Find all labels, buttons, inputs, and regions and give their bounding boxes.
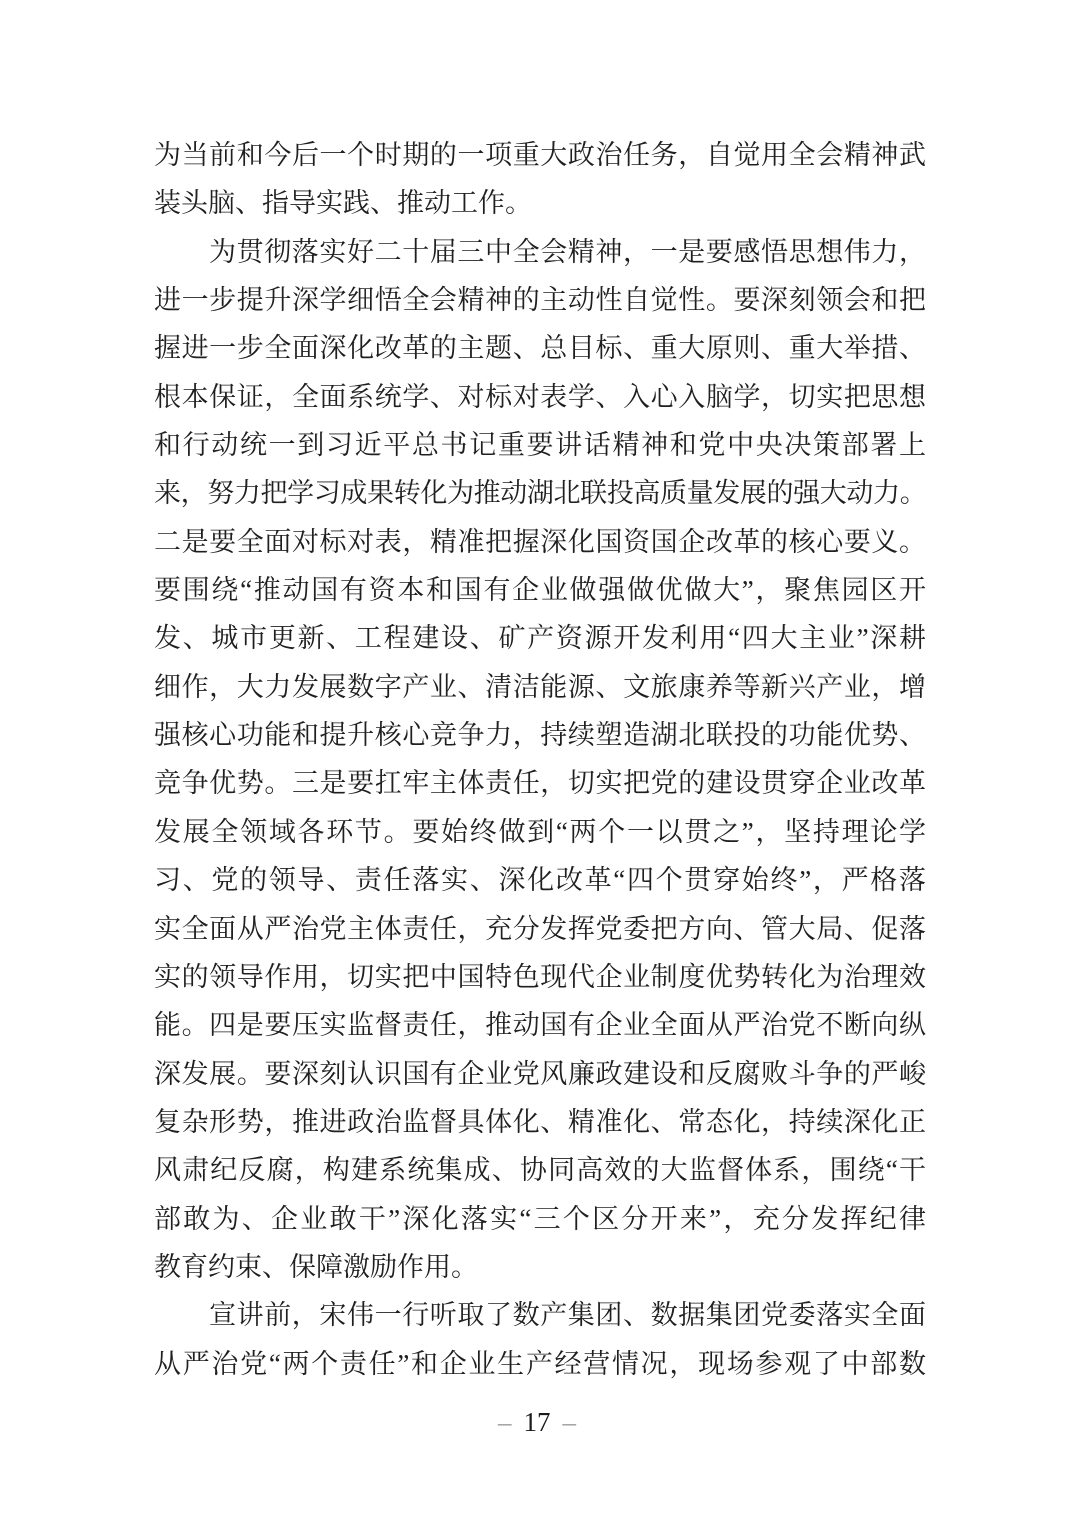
text-line: 能。四是要压实监督责任，推动国有企业全面从严治党不断向纵 — [154, 1010, 926, 1041]
page-number-dash-left: – — [498, 1407, 512, 1437]
text-line: 从严治党“两个责任”和企业生产经营情况，现场参观了中部数 — [154, 1348, 926, 1379]
text-line: 要围绕“推动国有资本和国有企业做强做优做大”，聚焦园区开 — [154, 575, 926, 606]
text-line: 竞争优势。三是要扛牢主体责任，切实把党的建设贯穿企业改革 — [154, 768, 926, 799]
text-line: 为贯彻落实好二十届三中全会精神，一是要感悟思想伟力， — [209, 236, 926, 267]
text-line: 根本保证，全面系统学、对标对表学、入心入脑学，切实把思想 — [154, 381, 926, 412]
text-line: 深发展。要深刻认识国有企业党风廉政建设和反腐败斗争的严峻 — [154, 1058, 926, 1089]
text-line: 二是要全面对标对表，精准把握深化国资国企改革的核心要义。 — [154, 526, 926, 557]
text-line: 和行动统一到习近平总书记重要讲话精神和党中央决策部署上 — [154, 430, 926, 461]
text-line: 为当前和今后一个时期的一项重大政治任务，自觉用全会精神武 — [154, 140, 926, 170]
page-number-value: 17 — [523, 1407, 551, 1437]
text-line: 来，努力把学习成果转化为推动湖北联投高质量发展的强大动力。 — [154, 478, 926, 509]
text-line: 教育约束、保障激励作用。 — [154, 1251, 478, 1282]
document-body — [154, 131, 926, 1388]
text-line: 强核心功能和提升核心竞争力，持续塑造湖北联投的功能优势、 — [154, 720, 926, 751]
text-line: 进一步提升深学细悟全会精神的主动性自觉性。要深刻领会和把 — [154, 285, 926, 316]
text-line: 宣讲前，宋伟一行听取了数产集团、数据集团党委落实全面 — [209, 1300, 926, 1331]
page-number-dash-right: – — [562, 1407, 576, 1437]
text-line: 装头脑、指导实践、推动工作。 — [154, 188, 532, 219]
text-line: 部敢为、企业敢干”深化落实“三个区分开来”，充分发挥纪律 — [154, 1203, 926, 1234]
text-line: 实的领导作用，切实把中国特色现代企业制度优势转化为治理效 — [154, 961, 926, 992]
text-line: 实全面从严治党主体责任，充分发挥党委把方向、管大局、促落 — [154, 913, 926, 944]
text-line: 发展全领域各环节。要始终做到“两个一以贯之”，坚持理论学 — [154, 816, 926, 847]
text-line: 握进一步全面深化改革的主题、总目标、重大原则、重大举措、 — [154, 333, 926, 364]
text-line: 复杂形势，推进政治监督具体化、精准化、常态化，持续深化正 — [154, 1106, 926, 1137]
text-line: 习、党的领导、责任落实、深化改革“四个贯穿始终”，严格落 — [154, 865, 926, 896]
text-line: 风肃纪反腐，构建系统集成、协同高效的大监督体系，围绕“干 — [154, 1155, 926, 1186]
text-line: 细作，大力发展数字产业、清洁能源、文旅康养等新兴产业，增 — [154, 671, 926, 702]
text-line: 发、城市更新、工程建设、矿产资源开发利用“四大主业”深耕 — [154, 623, 926, 654]
page-number — [0, 1404, 1074, 1440]
